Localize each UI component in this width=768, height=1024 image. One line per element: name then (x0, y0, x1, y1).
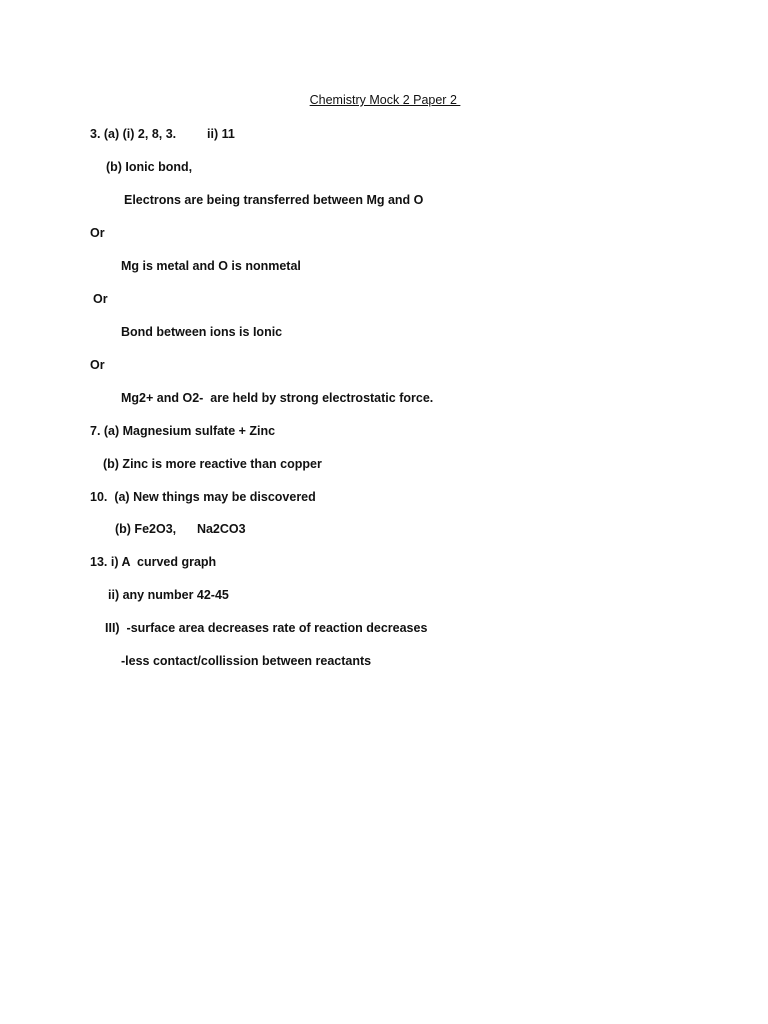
answer-13ii: ii) any number 42-45 (108, 588, 229, 602)
answer-10a: 10. (a) New things may be discovered (90, 490, 316, 504)
answer-13iii: III) -surface area decreases rate of reaction decreases (105, 621, 428, 635)
or-separator: Or (90, 358, 105, 372)
answer-13iii-cont: -less contact/collission between reactants (121, 654, 372, 668)
answer-3b: (b) Ionic bond, (106, 160, 193, 174)
answer-10b: (b) Fe2O3, Na2CO3 (115, 522, 246, 536)
or-separator: Or (90, 226, 105, 240)
answer-7b: (b) Zinc is more reactive than copper (103, 457, 322, 471)
or-separator: Or (93, 292, 108, 306)
answer-13i: 13. i) A curved graph (90, 555, 217, 569)
answer-7a: 7. (a) Magnesium sulfate + Zinc (90, 424, 276, 438)
answer-3a-i: 3. (a) (i) 2, 8, 3. (90, 127, 177, 141)
answer-3b-reason-4: Mg2+ and O2- are held by strong electrostatic force. (121, 391, 434, 405)
answer-3b-reason-2: Mg is metal and O is nonmetal (121, 259, 301, 273)
answer-3a-ii: ii) 11 (207, 127, 235, 141)
answer-3b-reason-1: Electrons are being transferred between Mg and O (124, 193, 424, 207)
answer-3b-reason-3: Bond between ions is Ionic (121, 325, 283, 339)
document-title: Chemistry Mock 2 Paper 2 (309, 93, 461, 107)
